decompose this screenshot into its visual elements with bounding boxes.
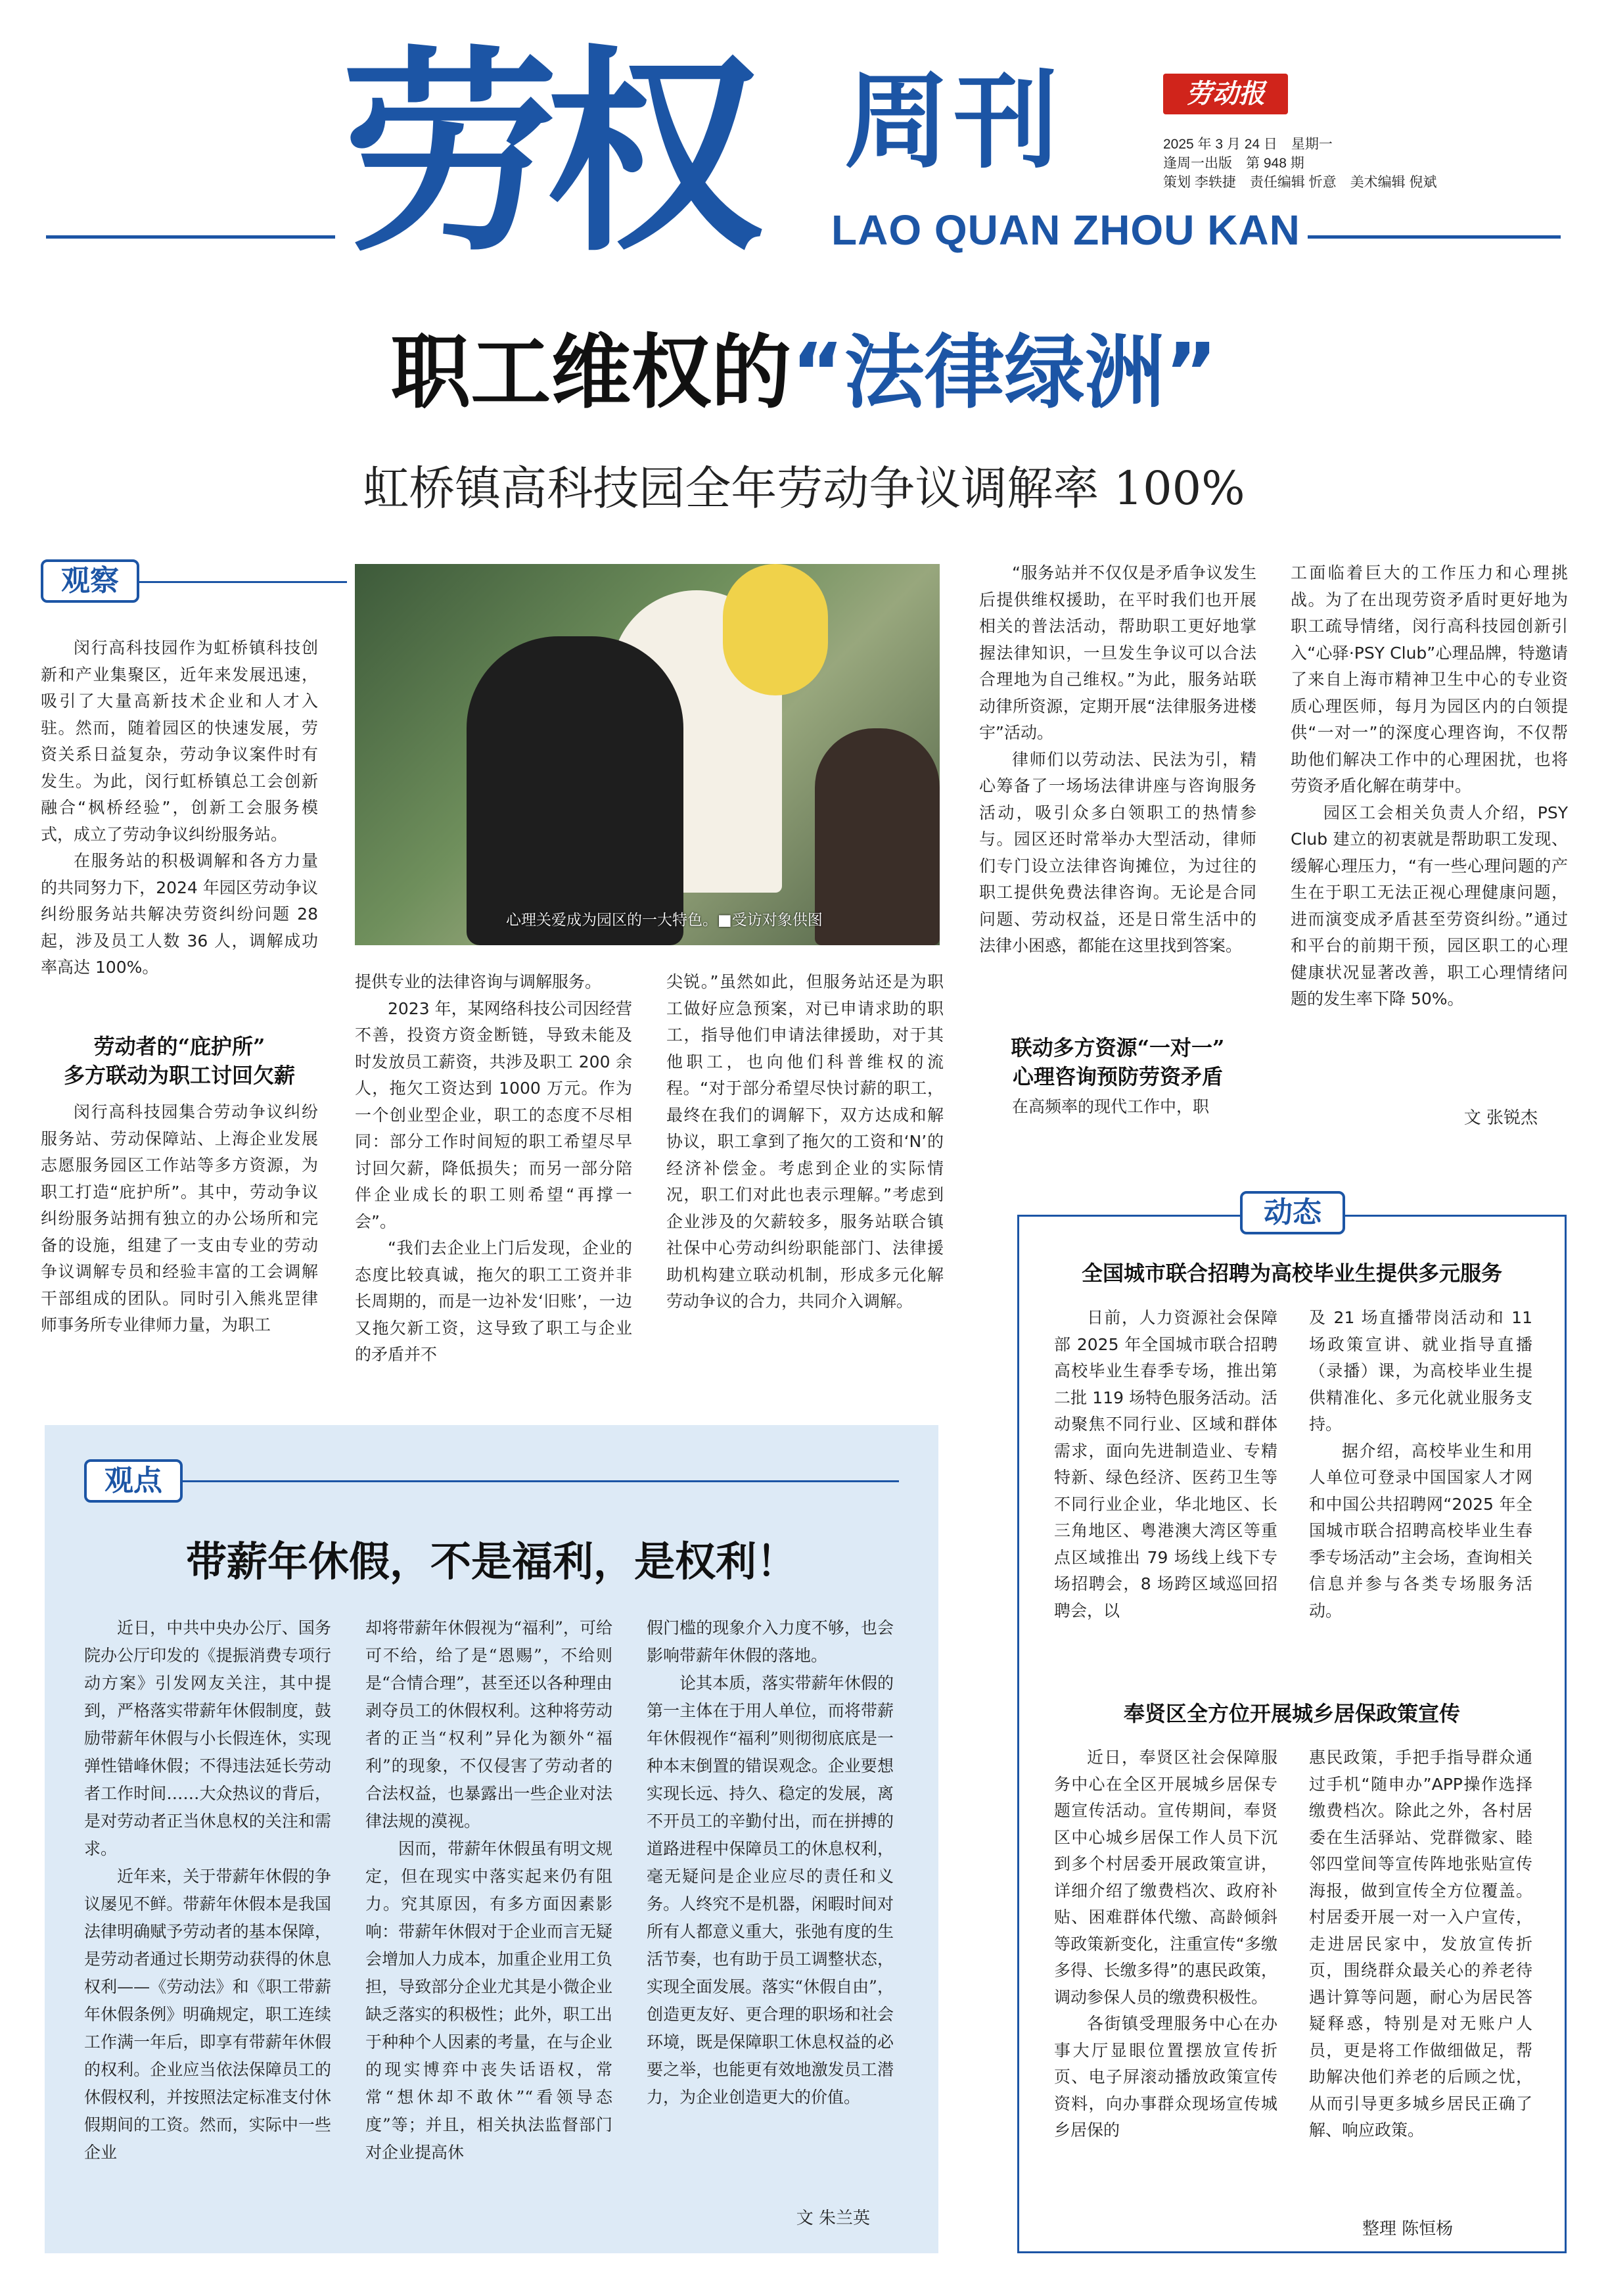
news-headline-recruitment: 全国城市联合招聘为高校毕业生提供多元服务 xyxy=(1081,1261,1502,1286)
opinion-column-3 xyxy=(647,1614,894,2111)
observe-column-1b xyxy=(41,1099,318,1339)
section-tag-rule xyxy=(183,1480,899,1482)
paragraph: 尖锐。”虽然如此，但服务站还是为职工做好应急预案，对已申请求助的职工，指导他们申请法律援助，对于其他职工，也向他们科普维权的流程。“对于部分希望尽快讨薪的职工，最终在我们的调解下，双方达成和解协议，职工拿到了拖欠的工资和‘N’的经济补偿金。考虑到企业的实际情况，职工们对此也表示理解。”考虑到企业涉及的欠薪较多，服务站联合镇社保中心劳动纠纷职能部门、法律援助机构建立联动机制，形成多元化解劳动争议的合力，共同介入调解。 xyxy=(666,972,944,1311)
photo-person-right xyxy=(815,728,940,945)
observe-byline: 文 张锐杰 xyxy=(1463,1108,1538,1128)
issue-number: 逢周一出版 第 948 期 xyxy=(1163,156,1304,171)
dynamic-byline: 整理 陈恒杨 xyxy=(1362,2219,1454,2239)
main-headline xyxy=(0,326,1608,419)
paragraph: 工面临着巨大的工作压力和心理挑战。为了在出现劳资矛盾时更好地为职工疏导情绪，闵行高科技园创新引入“心驿·PSY Club”心理品牌，特邀请了来自上海市精神卫生中心的专业资质心理医师，每月为园区内的白领提供“一对一”的深度心理咨询，不仅帮助他们解决工作中的心理困扰，也将劳资矛盾化解在萌芽中。 xyxy=(1291,563,1568,795)
paragraph: 提供专业的法律咨询与调解服务。 xyxy=(355,972,602,991)
masthead-pinyin: LAO QUAN ZHOU KAN xyxy=(831,206,1300,254)
paragraph: 论其本质，落实带薪年休假的第一主体在于用人单位，而将带薪年休假视作“福利”则彻彻底底是一种本末倒置的错误观念。企业要想实现长远、持久、稳定的发展，离不开员工的辛勤付出，而在拼搏的道路进程中保障员工的休息权利，毫无疑问是企业应尽的责任和义务。人终究不是机器，闲暇时间对所有人都意义重大，张弛有度的生活节奏，也有助于员工调整状态，实现全面发展。落实“休假自由”，创造更友好、更合理的职场和社会环境，既是保障职工休息权益的必要之举，也能更有效地激发员工潜力，为企业创造更大的价值。 xyxy=(647,1674,894,2107)
paragraph: “我们去企业上门后发现，企业的态度比较真诚，拖欠的职工工资并非长周期的，而是一边补发‘旧账’，一边又拖欠新工资，这导致了职工与企业的矛盾并不 xyxy=(355,1238,632,1364)
observe-column-5 xyxy=(1291,560,1568,1013)
headline-pre: 职工维权的 xyxy=(390,326,792,419)
subheading-shelter: 劳动者的“庇护所” 多方联动为职工讨回欠薪 xyxy=(63,1034,295,1088)
issue-date: 2025 年 3 月 24 日 星期一 xyxy=(1163,137,1333,152)
masthead-rule-left xyxy=(46,235,335,239)
news-headline-fengxian: 奉贤区全方位开展城乡居保政策宣传 xyxy=(1123,1701,1460,1726)
observe-column-4b xyxy=(979,1094,1256,1121)
paragraph: 据介绍，高校毕业生和用人单位可登录中国国家人才网和中国公共招聘网“2025 年全国城市联合招聘高校毕业生春季专场活动”主会场，查询相关信息并参与各类专场服务活动。 xyxy=(1309,1441,1532,1620)
opinion-column-2 xyxy=(365,1614,612,2167)
observe-column-4 xyxy=(979,560,1256,960)
paragraph: 因而，带薪年休假虽有明文规定，但在现实中落实起来仍有阻力。究其原因，有多方面因素影响：带薪年休假对于企业而言无疑会增加人力成本，加重企业用工负担，导致部分企业尤其是小微企业缺乏落实的积极性；此外，职工出于种种个人因素的考量，在与企业的现实博弈中丧失话语权，常常“想休却不敢休”“看领导态度”等；并且，相关执法监督部门对企业提高休 xyxy=(365,1839,612,2162)
section-tag-dynamic: 动态 xyxy=(1240,1191,1345,1234)
subheading-psychology: 联动多方资源“一对一” 心理咨询预防劳资矛盾 xyxy=(1011,1035,1225,1089)
paragraph: 各街镇受理服务中心在办事大厅显眼位置摆放宣传折页、电子屏滚动播放政策宣传资料，向办事群众现场宣传城乡居保的 xyxy=(1054,2014,1277,2140)
photo-yellow-sign xyxy=(723,564,828,695)
paragraph: 近年来，关于带薪年休假的争议屡见不鲜。带薪年休假本是我国法律明确赋予劳动者的基本保障，是劳动者通过长期劳动获得的休息权利——《劳动法》和《职工带薪年休假条例》明确规定，职工连续工作满一年后，即享有带薪年休假的权利。企业应当依法保障员工的休假权利，并按照法定标准支付休假期间的工资。然而，实际中一些企业 xyxy=(84,1867,331,2162)
paragraph: 在服务站的积极调解和各方力量的共同努力下，2024 年园区劳动争议纠纷服务站共解决劳资纠纷问题 28 起，涉及员工人数 36 人，调解成功率高达 100%。 xyxy=(41,851,318,977)
paragraph: 假门槛的现象介入力度不够，也会影响带薪年休假的落地。 xyxy=(647,1618,894,1665)
main-subhead: 虹桥镇高科技园全年劳动争议调解率 100% xyxy=(363,461,1245,515)
news-column-2 xyxy=(1309,1305,1532,1624)
issue-staff: 策划 李轶捷 责任编辑 忻意 美术编辑 倪斌 xyxy=(1163,175,1437,190)
headline-quoted: “法律绿洲” xyxy=(791,326,1218,419)
opinion-title: 带薪年休假，不是福利，是权利！ xyxy=(185,1537,797,1585)
paragraph: 2023 年，某网络科技公司因经营不善，投资方资金断链，导致未能及时发放员工薪资，共涉及职工 200 余人，拖欠工资达到 1000 万元。作为一个创业型企业，职工的态度不尽相同：部分工作时间短的职工希望尽早讨回欠薪，降低损失；而另一部分陪伴企业成长的职工则希望“再撑一会”。 xyxy=(355,998,632,1231)
paragraph: 却将带薪年休假视为“福利”，可给可不给，给了是“恩赐”，不给则是“合情合理”，甚至还以各种理由剥夺员工的休假权利。这种将劳动者的正当“权利”异化为额外“福利”的现象，不仅侵害了劳动者的合法权益，也暴露出一些企业对法律法规的漠视。 xyxy=(365,1618,612,1831)
observe-column-2 xyxy=(355,969,632,1369)
paragraph: 近日，中共中央办公厅、国务院办公厅印发的《提振消费专项行动方案》引发网友关注，其中提到，严格落实带薪年休假制度，鼓励带薪年休假与小长假连休，实现弹性错峰休假；不得违法延长劳动者工作时间……大众热议的背后，是对劳动者正当休息权的关注和需求。 xyxy=(84,1618,331,1858)
paragraph: 律师们以劳动法、民法为引，精心筹备了一场场法律讲座与咨询服务活动，吸引众多白领职工的热情参与。园区还时常举办大型活动，律师们专门设立法律咨询摊位，为过往的职工提供免费法律咨询。无论是合同问题、劳动权益，还是日常生活中的法律小困惑，都能在这里找到答案。 xyxy=(979,749,1256,955)
paragraph: 闵行高科技园作为虹桥镇科技创新和产业集聚区，近年来发展迅速，吸引了大量高新技术企业和人才入驻。然而，随着园区的快速发展，劳资关系日益复杂，劳动争议案件时有发生。为此，闵行虹桥镇总工会创新融合“枫桥经验”，创新工会服务模式，成立了劳动争议纠纷服务站。 xyxy=(41,638,318,844)
paper-logo-stamp: 劳动报 xyxy=(1163,74,1288,114)
issue-info xyxy=(1163,135,1505,192)
masthead-rule-right xyxy=(1308,235,1561,239)
photo-caption: 心理关爱成为园区的一大特色。■受访对象供图 xyxy=(506,912,823,929)
news-column-3 xyxy=(1054,1745,1277,2144)
paragraph: 及 21 场直播带岗活动和 11 场政策宣讲、就业指导直播（录播）课，为高校毕业生提供精准化、多元化就业服务支持。 xyxy=(1309,1308,1532,1434)
observe-column-1 xyxy=(41,635,318,981)
masthead-subtitle: 周刊 xyxy=(844,60,1063,183)
opinion-column-1 xyxy=(84,1614,331,2167)
paragraph: 近日，奉贤区社会保障服务中心在全区开展城乡居保专题宣传活动。宣传期间，奉贤区中心城乡居保工作人员下沉到多个村居委开展政策宣讲，详细介绍了缴费档次、政府补贴、困难群体代缴、高龄倾斜等政策新变化，注重宣传“多缴多得、长缴多得”的惠民政策，调动参保人员的缴费积极性。 xyxy=(1054,1748,1277,2007)
section-tag-rule xyxy=(139,581,347,583)
news-column-1 xyxy=(1054,1305,1277,1624)
opinion-byline: 文 朱兰英 xyxy=(796,2209,870,2228)
news-column-4 xyxy=(1309,1745,1532,2144)
paragraph: “服务站并不仅仅是矛盾争议发生后提供维权援助，在平时我们也开展相关的普法活动，帮助职工更好地掌握法律知识，一旦发生争议可以合法合理地为自己维权。”为此，服务站联动律所资源，定期开展“法律服务进楼宇”活动。 xyxy=(979,563,1256,742)
paragraph: 惠民政策，手把手指导群众通过手机“随申办”APP操作选择缴费档次。除此之外，各村居委在生活驿站、党群微家、睦邻四堂间等宣传阵地张贴宣传海报，做到宣传全方位覆盖。村居委开展一对一入户宣传，走进居民家中，发放宣传折页，围绕群众最关心的养老待遇计算等问题，耐心为居民答疑释惑，特别是对无账户人员，更是将工作做细做足，帮助解决他们养老的后顾之忧，从而引导更多城乡居民正确了解、响应政策。 xyxy=(1309,1748,1532,2140)
paragraph: 闵行高科技园集合劳动争议纠纷服务站、劳动保障站、上海企业发展志愿服务园区工作站等多方资源，为职工打造“庇护所”。其中，劳动争议纠纷服务站拥有独立的办公场所和完备的设施，组建了一支由专业的劳动争议调解专员和经验丰富的工会调解干部组成的团队。同时引入熊兆罡律师事务所专业律师力量，为职工 xyxy=(41,1102,318,1334)
observe-column-3 xyxy=(666,969,944,1315)
masthead-title: 劳权 xyxy=(342,28,749,281)
article-photo xyxy=(355,564,940,945)
paragraph: 园区工会相关负责人介绍，PSY Club 建立的初衷就是帮助职工发现、缓解心理压力，“有一些心理问题的产生在于职工无法正视心理健康问题，进而演变成矛盾甚至劳资纠纷。”通过和平台的前期干预，园区职工的心理健康状况显著改善，职工心理情绪问题的发生率下降 50%。 xyxy=(1291,803,1568,1008)
paragraph: 在高频率的现代工作中，职 xyxy=(1012,1097,1210,1116)
paragraph: 日前，人力资源社会保障部 2025 年全国城市联合招聘高校毕业生春季专场，推出第二批 119 场特色服务活动。活动聚焦不同行业、区域和群体需求，面向先进制造业、专精特新、绿色经济、医药卫生等不同行业企业，华北地区、长三角地区、粤港澳大湾区等重点区域推出 79 场线上线下专场招聘会，8 场跨区域巡回招聘会，以 xyxy=(1054,1308,1277,1620)
section-tag-observe: 观察 xyxy=(41,559,139,603)
section-tag-opinion: 观点 xyxy=(84,1459,183,1503)
photo-person xyxy=(467,636,683,945)
